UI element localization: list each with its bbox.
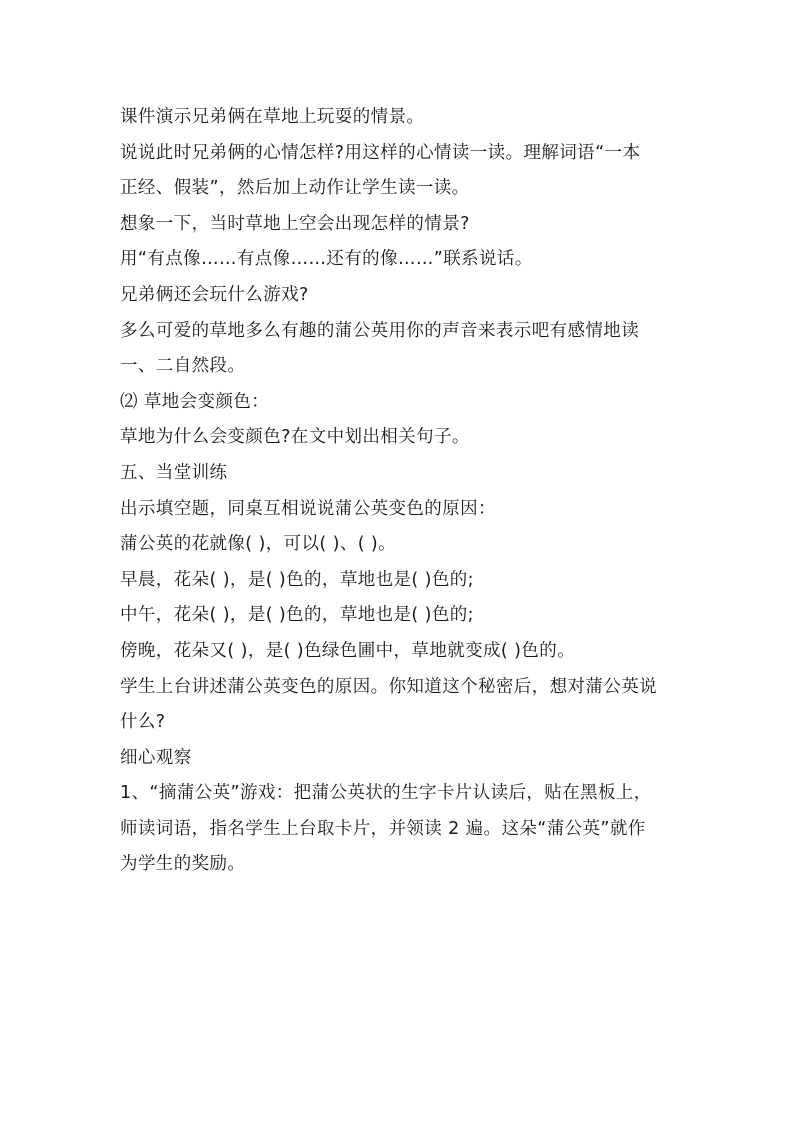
- paragraph-line: 课件演示兄弟俩在草地上玩耍的情景。: [120, 107, 425, 127]
- paragraph-line: 用“有点像……有点像……还有的像……”联系说话。: [120, 249, 533, 270]
- paragraph-line: 草地为什么会变颜色?在文中划出相关句子。: [120, 427, 470, 448]
- fill-in-blank-line: 蒲公英的花就像( )，可以( )、( )。: [120, 534, 397, 555]
- section-heading: 五、当堂训练: [120, 462, 228, 483]
- fill-in-blank-line: 傍晚，花朵又( )，是( )色绿色圃中，草地就变成( )色的。: [120, 640, 576, 661]
- fill-in-blank-line: 中午，花朵( )，是( )色的，草地也是( )色的;: [120, 605, 474, 626]
- paragraph-line: 一、二自然段。: [120, 356, 246, 377]
- paragraph-line: 学生上台讲述蒲公英变色的原因。你知道这个秘密后，想对蒲公英说: [120, 676, 657, 697]
- subheading-line: 细心观察: [120, 747, 192, 768]
- paragraph-line: 师读词语，指名学生上台取卡片，并领读 2 遍。这朵“蒲公英”就作: [120, 818, 646, 839]
- document-body: [120, 100, 680, 883]
- paragraph-line: 兄弟俩还会玩什么游戏?: [120, 284, 309, 305]
- paragraph-line: 什么?: [120, 712, 166, 733]
- subheading-line: ⑵ 草地会变颜色：: [120, 391, 270, 412]
- paragraph-line: 正经、假装”，然后加上动作让学生读一读。: [120, 178, 470, 199]
- paragraph-line: 出示填空题，同桌互相说说蒲公英变色的原因：: [120, 498, 496, 519]
- paragraph-line: 想象一下，当时草地上空会出现怎样的情景?: [120, 213, 470, 234]
- paragraph-line: 1、“摘蒲公英”游戏：把蒲公英状的生字卡片认读后，贴在黑板上，: [120, 783, 652, 804]
- paragraph-line: 多么可爱的草地多么有趣的蒲公英用你的声音来表示吧有感情地读: [120, 320, 640, 341]
- paragraph-line: 为学生的奖励。: [120, 854, 246, 875]
- paragraph-line: 说说此时兄弟俩的心情怎样?用这样的心情读一读。理解词语“一本: [120, 142, 641, 163]
- fill-in-blank-line: 早晨，花朵( )，是( )色的，草地也是( )色的;: [120, 569, 474, 590]
